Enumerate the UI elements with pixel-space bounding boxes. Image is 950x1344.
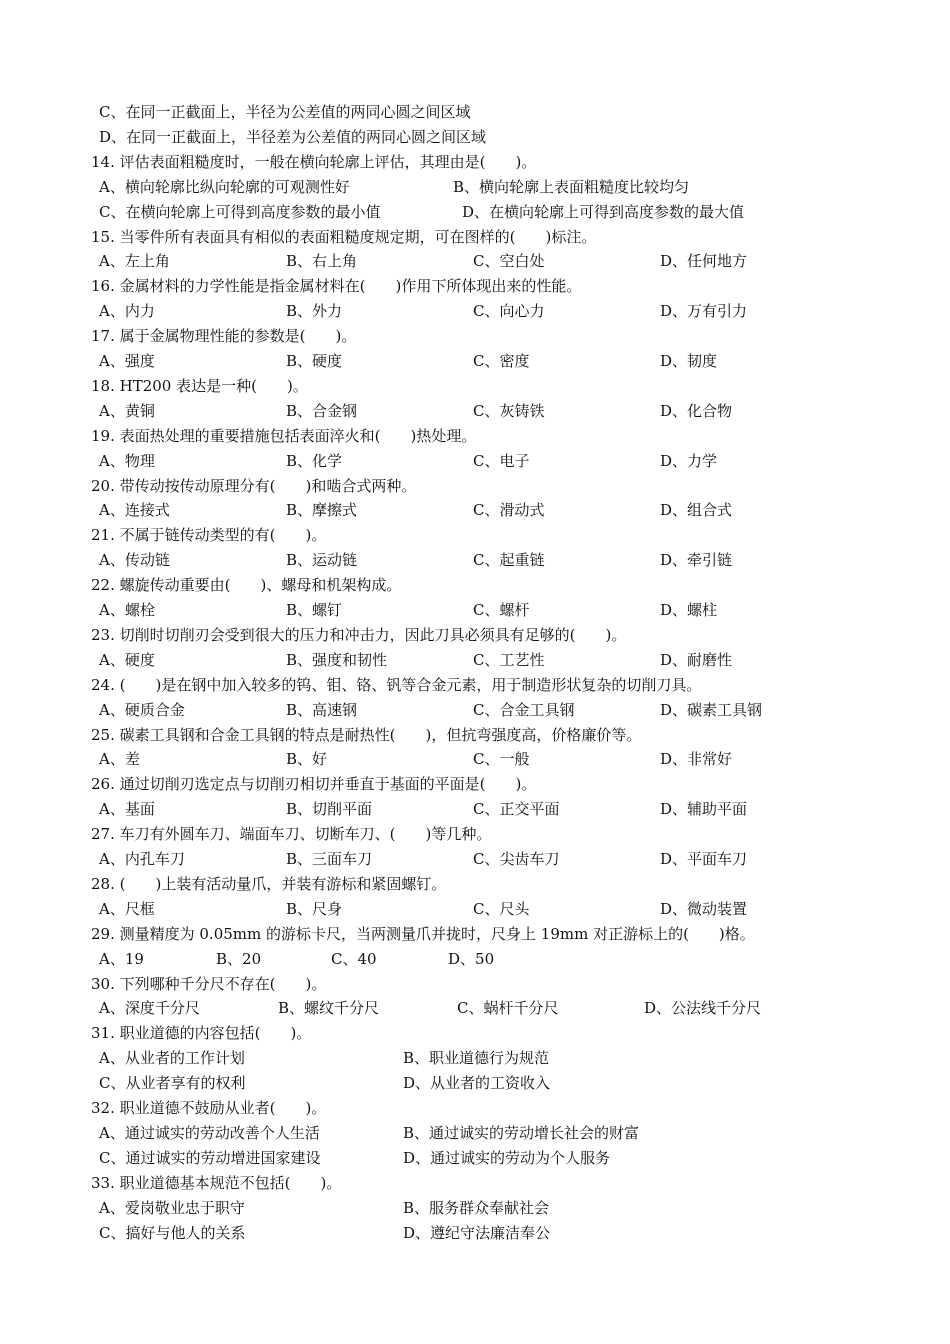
question-text: 30. 下列哪种千分尺不存在( )。 xyxy=(91,974,327,993)
answer-option: C、尖齿车刀 xyxy=(473,850,560,868)
options-row xyxy=(0,797,950,821)
answer-option: D、非常好 xyxy=(660,750,733,769)
options-row xyxy=(0,847,950,871)
answer-option: D、耐磨性 xyxy=(660,650,733,669)
answer-option: C、一般 xyxy=(473,750,530,769)
question-text: 18. HT200 表达是一种( )。 xyxy=(91,376,308,395)
answer-option: D、遵纪守法廉洁奉公 xyxy=(403,1223,551,1242)
answer-option: C、空白处 xyxy=(473,252,545,271)
question-text: 25. 碳素工具钢和合金工具钢的特点是耐热性( )，但抗弯强度高，价格廉价等。 xyxy=(91,725,642,744)
answer-option: B、强度和韧性 xyxy=(286,650,388,669)
answer-option: C、滑动式 xyxy=(473,501,545,520)
answer-option: C、从业者享有的权利 xyxy=(99,1074,246,1093)
answer-option: B、硬度 xyxy=(286,352,343,370)
answer-option: D、任何地方 xyxy=(660,252,748,271)
answer-option: D、公法线千分尺 xyxy=(644,999,762,1018)
answer-option: B、20 xyxy=(216,949,262,968)
options-row xyxy=(0,100,950,124)
options-row xyxy=(0,947,950,971)
answer-option: B、合金钢 xyxy=(286,401,358,420)
answer-option: D、辅助平面 xyxy=(660,800,748,819)
options-row xyxy=(0,175,950,199)
answer-option: A、内孔车刀 xyxy=(99,850,185,868)
options-row xyxy=(0,399,950,423)
answer-option: C、合金工具钢 xyxy=(473,700,575,719)
answer-option: D、力学 xyxy=(660,451,718,470)
options-row xyxy=(0,449,950,473)
options-row xyxy=(0,249,950,273)
answer-option: B、螺纹千分尺 xyxy=(278,999,380,1018)
options-row xyxy=(0,747,950,771)
options-row xyxy=(0,1221,950,1245)
answer-option: B、化学 xyxy=(286,451,343,470)
answer-option: B、服务群众奉献社会 xyxy=(403,1198,550,1217)
answer-option: C、起重链 xyxy=(473,551,545,570)
answer-option: C、螺杆 xyxy=(473,601,530,619)
answer-option: B、螺钉 xyxy=(286,601,343,619)
question-text: 28. ( )上装有活动量爪，并装有游标和紧固螺钉。 xyxy=(91,874,447,893)
answer-option: A、硬度 xyxy=(99,650,155,669)
answer-option: A、爱岗敬业忠于职守 xyxy=(99,1198,245,1217)
answer-option: A、硬质合金 xyxy=(99,700,185,719)
answer-option: C、向心力 xyxy=(473,302,545,321)
options-row xyxy=(0,200,950,224)
question-text: 29. 测量精度为 0.05mm 的游标卡尺，当两测量爪并拢时，尺身上 19mm 对正游标上的( )格。 xyxy=(91,924,755,943)
question-text: 17. 属于金属物理性能的参数是( )。 xyxy=(91,327,357,346)
answer-option: A、尺框 xyxy=(99,899,155,918)
question-text: 15. 当零件所有表面具有相似的表面粗糙度规定期，可在图样的( )标注。 xyxy=(91,227,597,246)
options-row xyxy=(0,548,950,572)
answer-option: D、碳素工具钢 xyxy=(660,700,763,719)
answer-option: D、牵引链 xyxy=(660,551,733,570)
question-text: 26. 通过切削刃选定点与切削刃相切并垂直于基面的平面是( )。 xyxy=(91,775,537,794)
answer-option: D、50 xyxy=(448,949,495,968)
answer-option: B、右上角 xyxy=(286,252,358,271)
answer-option: A、基面 xyxy=(99,800,155,819)
answer-option: D、组合式 xyxy=(660,501,733,520)
answer-option: B、好 xyxy=(286,750,328,769)
answer-option: C、电子 xyxy=(473,451,530,470)
answer-option: C、工艺性 xyxy=(473,650,545,669)
options-row xyxy=(0,1046,950,1070)
answer-option: B、高速钢 xyxy=(286,700,358,719)
answer-option: B、职业道德行为规范 xyxy=(403,1049,550,1068)
answer-option: C、灰铸铁 xyxy=(473,401,545,420)
answer-option: D、在横向轮廓上可得到高度参数的最大值 xyxy=(462,202,745,221)
answer-option: D、螺柱 xyxy=(660,601,718,619)
answer-option: D、在同一正截面上，半径差为公差值的两同心圆之间区域 xyxy=(99,127,487,146)
question-text: 31. 职业道德的内容包括( )。 xyxy=(91,1024,312,1043)
answer-option: A、强度 xyxy=(99,352,155,370)
answer-option: A、黄铜 xyxy=(99,401,155,420)
answer-option: C、在同一正截面上，半径为公差值的两同心圆之间区域 xyxy=(99,103,471,121)
options-row xyxy=(0,125,950,149)
answer-option: D、万有引力 xyxy=(660,302,748,321)
answer-option: B、通过诚实的劳动增长社会的财富 xyxy=(403,1123,640,1142)
answer-option: A、差 xyxy=(99,750,140,769)
answer-option: D、平面车刀 xyxy=(660,850,748,868)
answer-option: A、深度千分尺 xyxy=(99,999,200,1018)
options-row xyxy=(0,498,950,522)
question-text: 24. ( )是在钢中加入较多的钨、钼、铬、钒等合金元素，用于制造形状复杂的切削刀具。 xyxy=(91,675,702,694)
answer-option: A、螺栓 xyxy=(99,601,155,619)
answer-option: D、化合物 xyxy=(660,401,733,420)
options-row xyxy=(0,349,950,373)
options-row xyxy=(0,299,950,323)
question-text: 20. 带传动按传动原理分有( )和啮合式两种。 xyxy=(91,476,417,495)
answer-option: A、19 xyxy=(99,949,144,968)
answer-option: A、左上角 xyxy=(99,252,170,271)
question-text: 32. 职业道德不鼓励从业者( )。 xyxy=(91,1099,327,1117)
answer-option: B、外力 xyxy=(286,302,343,321)
answer-option: C、蜗杆千分尺 xyxy=(457,999,559,1018)
answer-option: B、横向轮廓上表面粗糙度比较均匀 xyxy=(453,177,690,196)
answer-option: C、40 xyxy=(331,949,377,968)
question-text: 21. 不属于链传动类型的有( )。 xyxy=(91,526,327,545)
question-text: 14. 评估表面粗糙度时，一般在横向轮廓上评估，其理由是( )。 xyxy=(91,152,537,171)
question-text: 23. 切削时切削刃会受到很大的压力和冲击力，因此刀具必须具有足够的( )。 xyxy=(91,625,627,644)
answer-option: C、搞好与他人的关系 xyxy=(99,1223,246,1242)
options-row xyxy=(0,1071,950,1095)
options-row xyxy=(0,1121,950,1145)
options-row xyxy=(0,996,950,1020)
question-text: 33. 职业道德基本规范不包括( )。 xyxy=(91,1173,342,1192)
options-row xyxy=(0,897,950,921)
answer-option: D、微动装置 xyxy=(660,899,748,918)
answer-option: A、连接式 xyxy=(99,501,170,520)
answer-option: A、横向轮廓比纵向轮廓的可观测性好 xyxy=(99,177,350,196)
options-row xyxy=(0,698,950,722)
answer-option: B、运动链 xyxy=(286,551,358,570)
options-row xyxy=(0,1196,950,1220)
answer-option: B、尺身 xyxy=(286,899,343,918)
options-row xyxy=(0,648,950,672)
answer-option: B、摩擦式 xyxy=(286,501,358,520)
question-text: 27. 车刀有外圆车刀、端面车刀、切断车刀、( )等几种。 xyxy=(91,825,492,844)
answer-option: A、内力 xyxy=(99,302,155,321)
answer-option: C、通过诚实的劳动增进国家建设 xyxy=(99,1148,321,1167)
options-row xyxy=(0,598,950,622)
answer-option: C、在横向轮廓上可得到高度参数的最小值 xyxy=(99,202,381,221)
answer-option: B、三面车刀 xyxy=(286,850,373,868)
answer-option: D、从业者的工资收入 xyxy=(403,1074,551,1093)
question-text: 16. 金属材料的力学性能是指金属材料在( )作用下所体现出来的性能。 xyxy=(91,277,582,296)
answer-option: C、正交平面 xyxy=(473,800,560,819)
options-row xyxy=(0,1146,950,1170)
answer-option: B、切削平面 xyxy=(286,800,373,819)
answer-option: C、密度 xyxy=(473,352,530,370)
answer-option: A、传动链 xyxy=(99,551,170,570)
answer-option: D、韧度 xyxy=(660,352,718,370)
question-text: 19. 表面热处理的重要措施包括表面淬火和( )热处理。 xyxy=(91,426,477,445)
answer-option: C、尺头 xyxy=(473,899,530,918)
answer-option: A、通过诚实的劳动改善个人生活 xyxy=(99,1123,320,1142)
answer-option: D、通过诚实的劳动为个人服务 xyxy=(403,1148,611,1167)
answer-option: A、物理 xyxy=(99,451,155,470)
answer-option: A、从业者的工作计划 xyxy=(99,1049,245,1068)
question-text: 22. 螺旋传动重要由( )、螺母和机架构成。 xyxy=(91,576,402,595)
